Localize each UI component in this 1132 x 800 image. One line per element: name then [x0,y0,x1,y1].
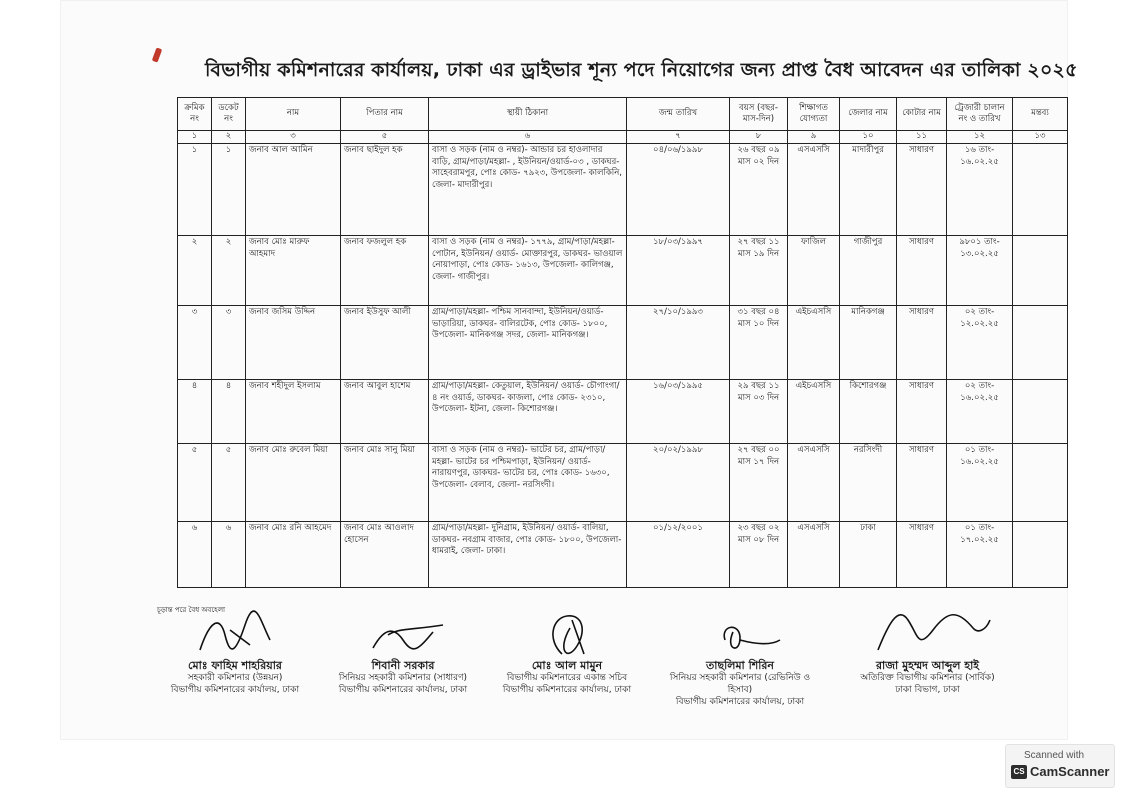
signatory-name: শিবানী সরকার [371,659,435,672]
cell-name: জনাব মোঃ রুবেল মিয়া [246,444,341,522]
handwritten-signature-icon [858,600,998,658]
cell-serial: ৩ [178,306,212,380]
cell-name: জনাব মোঃ মারুফ আহমাদ [246,236,341,306]
cell-address: গ্রাম/পাড়া/মহল্লা- কেতুয়াল, ইউনিয়ন/ ওয়ার্ড- চৌগাংগা/৪ নং ওয়ার্ড, ডাকঘর- কাজলা, পোঃ কোড- ২৩১০, উপজেলা- ইটনা, জেলা- কিশোরগঞ্জ। [429,380,627,444]
col-number: ৬ [429,131,627,144]
cell-age: ২৬ বছর ০৯ মাস ০২ দিন [730,144,788,236]
cell-name: জনাব শহীদুল ইসলাম [246,380,341,444]
cell-address: গ্রাম/পাড়া/মহল্লা- দুনিগ্রাম, ইউনিয়ন/ ওয়ার্ড- বালিয়া, ডাকঘর- নবগ্রাম বাজার, পোঃ কোড- ১৮০০, উপজেলা- ধামরাই, জেলা- ঢাকা। [429,522,627,588]
cell-name: জনাব আল আমিন [246,144,341,236]
signatory-designation: বিভাগীয় কমিশনারের একান্ত সচিব [506,673,628,683]
signature-block-1 [160,610,310,696]
signature-block-3 [492,610,642,696]
cell-education: এসএসসি [788,444,840,522]
cell-name: জনাব জসিম উদ্দিন [246,306,341,380]
cell-challan: ০২ তাং- ১২.০২.২৫ [947,306,1013,380]
cell-challan: ০১ তাং- ১৭.০২.২৫ [947,522,1013,588]
cell-challan: ০২ তাং- ১৬.০২.২৫ [947,380,1013,444]
cell-dob: ২৭/১০/১৯৯৩ [627,306,730,380]
camscanner-logo-icon: CS [1011,765,1027,779]
cell-education: ফাজিল [788,236,840,306]
signatory-office: ঢাকা বিভাগ, ঢাকা [895,685,960,695]
cell-father: জনাব আবুল হাশেম [341,380,429,444]
cell-father: জনাব মোঃ আওলাদ হোসেন [341,522,429,588]
cell-father: জনাব মোঃ সানু মিয়া [341,444,429,522]
signatory-office: বিভাগীয় কমিশনারের কার্যালয়, ঢাকা [675,697,805,707]
cell-docket: ২ [212,236,246,306]
document-title: বিভাগীয় কমিশনারের কার্যালয়, ঢাকা এর ড্রাইভার শূন্য পদে নিয়োগের জন্য প্রাপ্ত বৈধ আবেদন এর তালিকা ২০২৫ [205,59,1078,81]
cell-address: গ্রাম/পাড়া/মহল্লা- পশ্চিম সানবান্দা, ইউনিয়ন/ওয়ার্ড- ভাড়ারিয়া, ডাকঘর- বালিরটেক, পোঃ কোড- ১৮০০, উপজেলা- মানিকগঞ্জ সদর, জেলা- মানিকগঞ্জ। [429,306,627,380]
signature-block-2 [328,610,478,696]
signatory-designation: সিনিয়র সহকারী কমিশনার (রেভিনিউ ও হিসাব) [669,673,811,695]
col-number: ১০ [840,131,897,144]
cell-quota: সাধারণ [897,444,947,522]
col-number: ৮ [730,131,788,144]
cell-age: ৩১ বছর ০৪ মাস ১০ দিন [730,306,788,380]
signatory-designation: সহকারী কমিশনার (উন্নয়ন) [187,673,283,683]
cell-challan: ৯৮০১ তাং- ১৩.০২.২৫ [947,236,1013,306]
header-quota: কোটার নাম [897,98,947,131]
cell-address: বাসা ও সড়ক (নাম ও নম্বর)- আন্ডার চর হাওলাদার বাড়ি, গ্রাম/পাড়া/মহল্লা- , ইউনিয়ন/ওয়ার্ড-০৩ , ডাকঘর- সাহেবরামপুর, পোঃ কোড- ৭৯২৩, উপজেলা- কালকিনি, জেলা- মাদারীপুর। [429,144,627,236]
cell-dob: ০৪/০৬/১৯৯৮ [627,144,730,236]
cell-dob: ১৬/০৩/১৯৯৫ [627,380,730,444]
signature-block-4 [660,610,820,708]
cell-father: জনাব ইউসুফ আলী [341,306,429,380]
col-number: ২ [212,131,246,144]
cell-age: ২৭ বছর ০০ মাস ১৭ দিন [730,444,788,522]
cell-quota: সাধারণ [897,380,947,444]
signatory-office: বিভাগীয় কমিশনারের কার্যালয়, ঢাকা [502,685,632,695]
header-father: পিতার নাম [341,98,429,131]
cell-age: ২৭ বছর ১১ মাস ১৯ দিন [730,236,788,306]
cell-remark [1013,306,1068,380]
col-number: ১১ [897,131,947,144]
cell-age: ২৩ বছর ০২ মাস ০৮ দিন [730,522,788,588]
cell-district: মানিকগঞ্জ [840,306,897,380]
header-serial: ক্রমিক নং [178,98,212,131]
scanned-with-label: Scanned with [1024,750,1085,761]
signatory-name: রাজা মুহম্মদ আব্দুল হাই [875,659,980,672]
applicant-table [177,97,1068,588]
cell-serial: ৪ [178,380,212,444]
table-row [178,144,1068,236]
cell-remark [1013,144,1068,236]
cell-father: জনাব ছাইদুল হক [341,144,429,236]
header-name: নাম [246,98,341,131]
signatory-name: মোঃ ফাহিম শাহরিয়ার [188,659,282,672]
cell-docket: ৩ [212,306,246,380]
signatory-designation: সিনিয়র সহকারী কমিশনার (সাধারণ) [338,673,468,683]
signatory-designation: অতিরিক্ত বিভাগীয় কমিশনার (সার্বিক) [860,673,995,683]
cell-age: ২৯ বছর ১১ মাস ০৩ দিন [730,380,788,444]
cell-district: মাদারীপুর [840,144,897,236]
cell-education: এইচএসসি [788,306,840,380]
signatory-office: বিভাগীয় কমিশনারের কার্যালয়, ঢাকা [338,685,468,695]
cell-remark [1013,236,1068,306]
col-number: ১৩ [1013,131,1068,144]
table-row [178,380,1068,444]
cell-education: এইচএসসি [788,380,840,444]
cell-docket: ৪ [212,380,246,444]
cell-dob: ১৮/০৩/১৯৯৭ [627,236,730,306]
cell-challan: ০১ তাং- ১৬.০২.২৫ [947,444,1013,522]
cell-remark [1013,380,1068,444]
header-remark: মন্তব্য [1013,98,1068,131]
cell-docket: ৬ [212,522,246,588]
cell-district: নরসিংদী [840,444,897,522]
col-number: ৯ [788,131,840,144]
header-docket: ডকেট নং [212,98,246,131]
cell-quota: সাধারণ [897,522,947,588]
cell-education: এসএসসি [788,144,840,236]
cell-dob: ২০/০২/১৯৯৮ [627,444,730,522]
header-district: জেলার নাম [840,98,897,131]
camscanner-watermark [1005,744,1115,788]
col-number: ১ [178,131,212,144]
cell-serial: ১ [178,144,212,236]
cell-district: কিশোরগঞ্জ [840,380,897,444]
cell-quota: সাধারণ [897,306,947,380]
header-address: স্থায়ী ঠিকানা [429,98,627,131]
column-number-row [178,131,1068,144]
handwritten-signature-icon [695,610,785,658]
cell-name: জনাব মোঃ রনি আহমেদ [246,522,341,588]
signature-block-5 [840,600,1015,696]
cell-address: বাসা ও সড়ক (নাম ও নম্বর)- ১৭৭৯, গ্রাম/পাড়া/মহল্লা- পোটান, ইউনিয়ন/ ওয়ার্ড- মোক্তারপুর, ডাকঘর- ভাওয়াল নোয়াপাড়া, পোঃ কোড- ১৬১৩, উপজেলা- কালিগঞ্জ, জেলা- গাজীপুর। [429,236,627,306]
cell-quota: সাধারণ [897,236,947,306]
cell-serial: ২ [178,236,212,306]
table-row [178,444,1068,522]
cell-remark [1013,522,1068,588]
col-number: ১২ [947,131,1013,144]
header-challan: ট্রেজারী চালান নং ও তারিখ [947,98,1013,131]
cell-district: ঢাকা [840,522,897,588]
cell-docket: ৫ [212,444,246,522]
col-number: ৩ [246,131,341,144]
cell-serial: ৫ [178,444,212,522]
col-number: ৫ [341,131,429,144]
table-header-row [178,98,1068,131]
table-row [178,306,1068,380]
signatory-name: তাছলিমা শিরিন [706,659,774,672]
col-number: ৭ [627,131,730,144]
header-dob: জন্ম তারিখ [627,98,730,131]
signatory-name: মোঃ আল মামুন [531,659,603,672]
header-education: শিক্ষাগত যোগ্যতা [788,98,840,131]
handwritten-signature-icon [522,610,612,658]
table-row [178,236,1068,306]
cell-father: জনাব ফজলুল হক [341,236,429,306]
camscanner-brand: CamScanner [1030,764,1110,779]
cell-dob: ০১/১২/২০০১ [627,522,730,588]
handwritten-note: চূড়ান্ত পরে বৈধ অবহেলা [157,606,226,614]
cell-district: গাজীপুর [840,236,897,306]
cell-challan: ১৬ তাং- ১৬.০২.২৫ [947,144,1013,236]
cell-address: বাসা ও সড়ক (নাম ও নম্বর)- ভাটের চর, গ্রাম/পাড়া/মহল্লা- ভাটের চর পশ্চিমপাড়া, ইউনিয়ন/ ওয়ার্ড- নারায়ণপুর, ডাকঘর- ভাটের চর, পোঃ কোড- ১৬৩০, উপজেলা- বেলাব, জেলা- নরসিংদী। [429,444,627,522]
cell-education: এসএসসি [788,522,840,588]
cell-serial: ৬ [178,522,212,588]
signatory-office: বিভাগীয় কমিশনারের কার্যালয়, ঢাকা [170,685,300,695]
table-row [178,522,1068,588]
handwritten-signature-icon [358,610,448,658]
header-age: বয়স (বছর-মাস-দিন) [730,98,788,131]
cell-docket: ১ [212,144,246,236]
handwritten-signature-icon [190,610,280,658]
cell-remark [1013,444,1068,522]
cell-quota: সাধারণ [897,144,947,236]
